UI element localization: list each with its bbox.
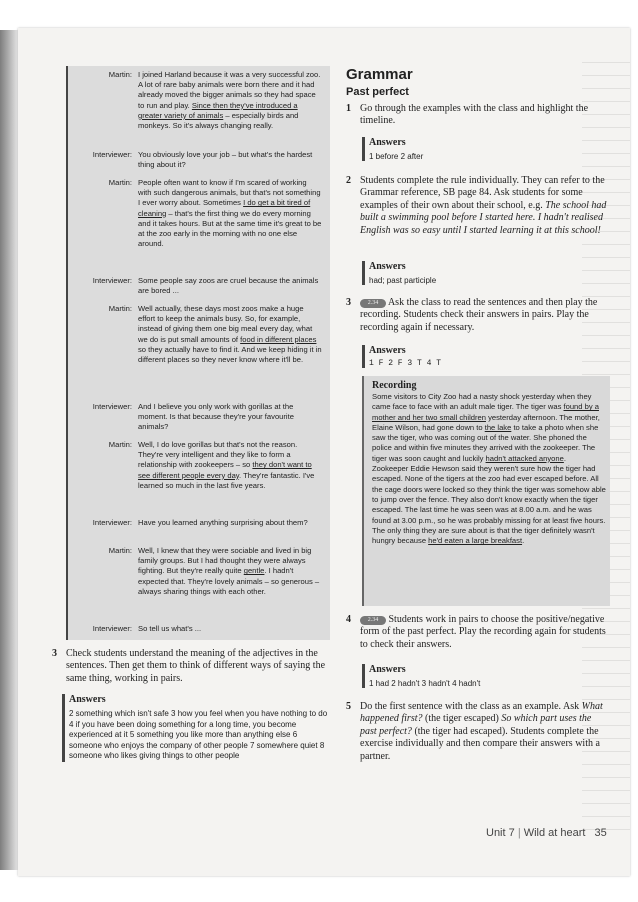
speaker-label: Interviewer: [92,402,132,411]
item-number: 4 [346,614,351,625]
page-footer: Unit 7 | Wild at heart 35 [486,827,607,839]
answers-box [362,664,569,688]
answers-text: 2 something which isn't safe 3 how you feel when you have nothing to do 4 if you have been doing something for a long time, you become experienced at it 5 something you like more than anything else 6 someone who enjoys the company of other people 7 somewhere quiet 8 someone who likes giving things to other people [69,709,328,761]
speaker-label: Martin: [108,546,132,555]
answers-label: Answers [369,261,406,272]
section-subtitle: Past perfect [346,86,409,98]
answers-text: 1 before 2 after [369,152,424,161]
speech-text: I joined Harland because it was a very successful zoo. A lot of rare baby animals were born there and it had already moved the bigger animals so they had space to run and play. Since then they've introduced a greater variety of animals – especially birds and monkeys. So it's always changing really. [138,70,321,131]
speech-text: And I believe you only work with gorillas at the moment. Is that because they're your favourite animals? [138,402,294,432]
recording-box [362,376,610,606]
answers-box [362,261,509,285]
unit-number: Unit 7 [486,827,515,839]
item-text: 2.34 Students work in pairs to choose the positive/negative form of the past perfect. Play the recording again for students to check their answers. [360,614,606,650]
item-number: 3 [52,648,57,659]
speaker-label: Interviewer: [92,150,132,159]
speaker-label: Interviewer: [92,624,132,633]
speech-text: Some people say zoos are cruel because the animals are bored ... [138,276,319,296]
page-number: 35 [594,827,607,839]
answers-label: Answers [369,137,406,148]
speaker-label: Martin: [108,440,132,449]
recording-transcript [372,392,606,546]
item-text: Students complete the rule individually. They can refer to the Grammar reference, SB page 84. Ask students for some examples of their own about their school, e.g. The school had built a swimming pool before I started here. I hadn't realised English was so easy until I started learning it at this school! [360,175,607,236]
answers-text: had; past participle [369,276,437,285]
recording-paragraph: Some visitors to City Zoo had a nasty shock yesterday when they came face to face with an adult male tiger. The tiger was found by a mother and her two small children yesterday afternoon. The mother, Elaine Wilson, had gone down to the lake to take a photo when she saw the tiger, who was coming out of the water. She phoned the police and within five minutes they arrived with the zookeeper. The tiger was soon caught and luckily hadn't attacked anyone. [372,392,600,463]
item-text: 2.34 Ask the class to read the sentences and then play the recording. Students check their answers in pairs. Play the recording again if necessary. [360,297,598,333]
item-number: 3 [346,297,351,308]
audio-track-icon: 2.34 [360,299,386,308]
speaker-label: Martin: [108,178,132,187]
answers-text: 1 F 2 F 3 T 4 T [369,359,442,368]
recording-label: Recording [372,380,417,391]
answers-text: 1 had 2 hadn't 3 hadn't 4 hadn't [369,679,481,688]
answers-box [62,694,329,762]
answers-label: Answers [369,345,406,356]
answers-box [362,345,569,368]
speaker-label: Interviewer: [92,518,132,527]
item-text: Do the first sentence with the class as an example. Ask What happened first? (the tiger escaped) So which part uses the past perfect? (the tiger had escaped). Students complete the exercise individually and then compare their answers with a partner. [360,701,603,762]
speech-text: So tell us what's ... [138,624,202,633]
answers-label: Answers [369,664,406,675]
section-title: Grammar [346,66,413,83]
speech-text: Well actually, these days most zoos make a huge effort to keep the animals busy. So, for example, instead of giving them one big meal every day, what we do is put small amounts of food in different places so they actually have to find it. And we keep hiding it in different places so they never know where it'll be. [138,304,322,365]
interview-transcript [66,66,330,640]
speech-text: Well, I do love gorillas but that's not the reason. They're very intelligent and they like to form a relationship with zookeepers – so they don't want to see different people every day. They're fantastic. I've learned so much in the last five years. [138,440,315,490]
speaker-label: Martin: [108,304,132,313]
speaker-label: Martin: [108,70,132,79]
item-number: 2 [346,175,351,186]
speaker-label: Interviewer: [92,276,132,285]
item-text: Check students understand the meaning of the adjectives in the sentences. Then get them to think of different ways of saying the same thing, working in pairs. [66,648,326,684]
speech-text: People often want to know if I'm scared of working with such dangerous animals, but that's not something I ever worry about. Sometimes I do get a bit tired of cleaning – that's the first thing we do every morning and it takes hours. But at the same time it's great to be at the zoo early in the morning with no one else around. [138,178,322,249]
item-number: 1 [346,103,351,114]
recording-paragraph: Zookeeper Eddie Hewson said they weren't sure how the tiger had escaped. None of the tigers at the zoo had ever escaped before. All the cage doors were locked so they think the tiger was somehow able to jump over the fence. They also don't know exactly when the tiger escaped. The last time he was seen was at 8.00 a.m. and he was found at 3.00 p.m., so he was probably missing for at least five hours. The only thing they are sure about is that the tiger definitely wasn't hungry because he'd eaten a large breakfast. [372,464,606,546]
answers-label: Answers [69,694,106,705]
unit-title: Wild at heart [523,827,586,839]
item-number: 5 [346,701,351,712]
audio-track-icon: 2.34 [360,616,386,625]
answers-box [362,137,469,161]
page-fold-shadow [0,30,18,870]
speech-text: Have you learned anything surprising about them? [138,518,308,527]
speech-text: You obviously love your job – but what's the hardest thing about it? [138,150,313,170]
item-text: Go through the examples with the class and highlight the timeline. [360,103,589,127]
speech-text: Well, I knew that they were sociable and lived in big family groups. But I had thought they were always fighting. But they're really quite gentle. I hadn't expected that. They're lovely animals – so generous – always sharing things with each other. [138,546,320,596]
example-sentence: The school had built a swimming pool before I started here. I hadn't realised English was so easy until I started learning it at this school! [360,199,607,236]
